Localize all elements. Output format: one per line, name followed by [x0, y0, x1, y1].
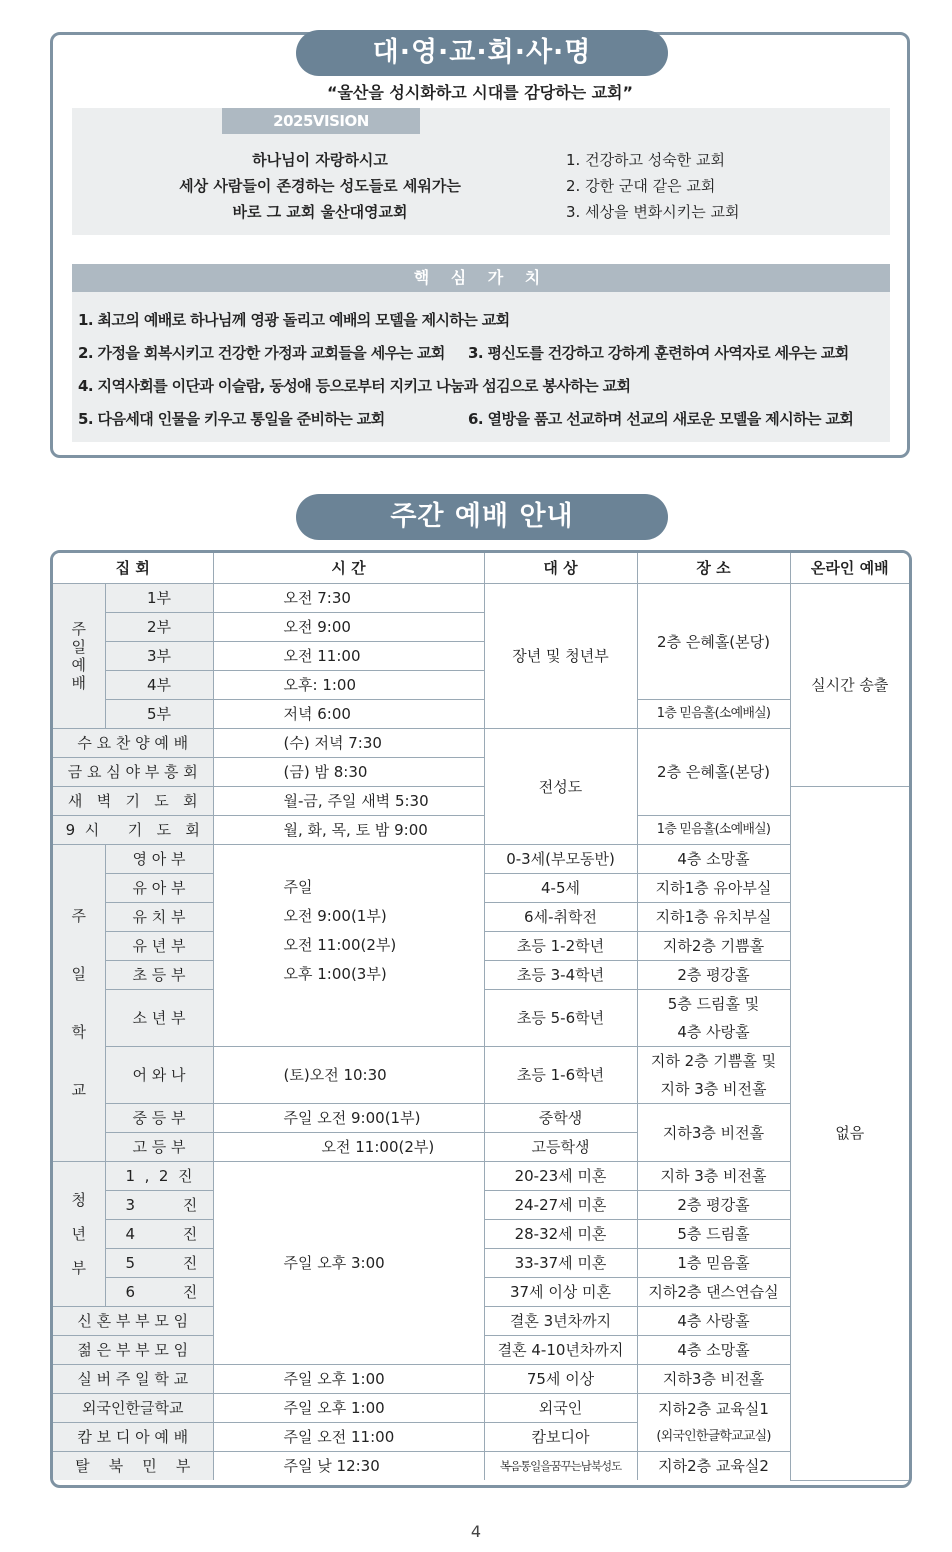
dept-name: 유 치 부 — [105, 903, 213, 932]
label-char: 주 — [71, 620, 86, 638]
weekly-worship-title: 주간 예배 안내 — [296, 494, 668, 540]
church-motto: “울산을 성시화하고 시대를 감당하는 교회” — [326, 83, 634, 102]
couples-target: 결혼 4-10년차까지 — [484, 1336, 637, 1365]
midweek-place-9: 1층 믿음홀(소예배실) — [637, 816, 790, 845]
label-char: 학 — [71, 1023, 86, 1041]
place-line: 4층 사랑홀 — [677, 1023, 750, 1041]
other-place: 지하2층 교육실2 — [637, 1452, 790, 1481]
dept-place: 지하2층 기쁨홀 — [637, 932, 790, 961]
midweek-name: 9 시 기 도 회 — [53, 816, 213, 845]
youth-target: 20-23세 미혼 — [484, 1162, 637, 1191]
vision-goals — [566, 147, 740, 225]
couples-name: 젊 은 부 부 모 임 — [53, 1336, 213, 1365]
core-value-5: 5. 다음세대 인물을 키우고 통일을 준비하는 교회 — [78, 410, 385, 428]
other-time: 주일 오후 1:00 — [213, 1365, 484, 1394]
label-char: 청 — [71, 1191, 86, 1209]
dept-target: 초등 1-6학년 — [484, 1047, 637, 1104]
midweek-time: (금) 밤 8:30 — [213, 758, 484, 787]
youth-target: 37세 이상 미혼 — [484, 1278, 637, 1307]
youth-group: 5 진 — [105, 1249, 213, 1278]
dept-target: 6세-취학전 — [484, 903, 637, 932]
other-target: 외국인 — [484, 1394, 637, 1423]
midweek-time: 월-금, 주일 새벽 5:30 — [213, 787, 484, 816]
couples-place: 4층 사랑홀 — [637, 1307, 790, 1336]
core-value-1: 1. 최고의 예배로 하나님께 영광 돌리고 예배의 모델을 제시하는 교회 — [78, 311, 510, 329]
label-char: 예 — [71, 656, 86, 674]
service-time: 오전 11:00 — [213, 642, 484, 671]
other-target: 캄보디아 — [484, 1423, 637, 1452]
sunday-target: 장년 및 청년부 — [484, 584, 637, 729]
other-target: 75세 이상 — [484, 1365, 637, 1394]
service-time: 오후: 1:00 — [213, 671, 484, 700]
youth-place: 지하 3층 비전홀 — [637, 1162, 790, 1191]
midweek-time: 월, 화, 목, 토 밤 9:00 — [213, 816, 484, 845]
table-row — [53, 584, 909, 613]
midweek-target: 전성도 — [484, 729, 637, 845]
dept-name: 영 아 부 — [105, 845, 213, 874]
service-name: 4부 — [105, 671, 213, 700]
service-time: 오전 9:00 — [213, 613, 484, 642]
service-name: 3부 — [105, 642, 213, 671]
header-gathering: 집 회 — [53, 553, 213, 584]
other-time: 주일 오후 1:00 — [213, 1394, 484, 1423]
vision-statement-line: 세상 사람들이 존경하는 성도들로 세워가는 — [179, 177, 461, 195]
teens-time: 오전 11:00(2부) — [213, 1133, 484, 1162]
service-name: 5부 — [105, 700, 213, 729]
school-time-line: 오후 1:00(3부) — [283, 965, 387, 983]
other-place: 지하3층 비전홀 — [637, 1365, 790, 1394]
couples-place: 4층 소망홀 — [637, 1336, 790, 1365]
dept-target: 초등 5-6학년 — [484, 990, 637, 1047]
table-row — [53, 729, 909, 758]
header-time: 시 간 — [213, 553, 484, 584]
midweek-time: (수) 저녁 7:30 — [213, 729, 484, 758]
couples-target: 결혼 3년차까지 — [484, 1307, 637, 1336]
core-value-3: 3. 평신도를 건강하고 강하게 훈련하여 사역자로 세우는 교회 — [468, 344, 849, 362]
teens-time: 주일 오전 9:00(1부) — [213, 1104, 484, 1133]
dept-name: 중 등 부 — [105, 1104, 213, 1133]
dept-target: 고등학생 — [484, 1133, 637, 1162]
youth-group: 3 진 — [105, 1191, 213, 1220]
dept-name: 유 년 부 — [105, 932, 213, 961]
dept-name: 어 와 나 — [105, 1047, 213, 1104]
couples-name: 신 혼 부 부 모 임 — [53, 1307, 213, 1336]
youth-target: 24-27세 미혼 — [484, 1191, 637, 1220]
vision-tag: 2025VISION — [222, 108, 420, 134]
table-row — [53, 1452, 909, 1481]
youth-target: 33-37세 미혼 — [484, 1249, 637, 1278]
label-char: 교 — [71, 1081, 86, 1099]
dept-target: 초등 3-4학년 — [484, 961, 637, 990]
worship-schedule — [50, 550, 912, 1488]
vision-statement-line: 하나님이 자랑하시고 — [252, 151, 388, 169]
place-line: 지하 3층 비전홀 — [660, 1080, 767, 1098]
youth-label — [53, 1162, 105, 1307]
place-line: 5층 드림홀 및 — [667, 995, 760, 1013]
service-name: 1부 — [105, 584, 213, 613]
sunday-place-5: 1층 믿음홀(소예배실) — [637, 700, 790, 729]
youth-place: 지하2층 댄스연습실 — [637, 1278, 790, 1307]
dept-target: 0-3세(부모동반) — [484, 845, 637, 874]
awana-time: (토)오전 10:30 — [213, 1047, 484, 1104]
other-name: 외국인한글학교 — [53, 1394, 213, 1423]
dept-place: 4층 소망홀 — [637, 845, 790, 874]
dept-name: 유 아 부 — [105, 874, 213, 903]
core-value-6: 6. 열방을 품고 선교하며 선교의 새로운 모델을 제시하는 교회 — [468, 410, 854, 428]
dept-target: 중학생 — [484, 1104, 637, 1133]
other-time: 주일 오전 11:00 — [213, 1423, 484, 1452]
label-char: 일 — [71, 638, 86, 656]
youth-group: 1 , 2 진 — [105, 1162, 213, 1191]
other-time: 주일 낮 12:30 — [213, 1452, 484, 1481]
midweek-place: 2층 은혜홀(본당) — [637, 729, 790, 816]
youth-target: 28-32세 미혼 — [484, 1220, 637, 1249]
youth-group: 6 진 — [105, 1278, 213, 1307]
vision-statement — [140, 147, 500, 225]
label-char: 배 — [71, 674, 86, 692]
place-line: 지하2층 교육실1 — [658, 1399, 769, 1418]
youth-place: 5층 드림홀 — [637, 1220, 790, 1249]
label-char: 년 — [71, 1225, 86, 1243]
service-time: 저녁 6:00 — [213, 700, 484, 729]
service-time: 오전 7:30 — [213, 584, 484, 613]
online-live: 실시간 송출 — [790, 584, 909, 787]
table-row — [53, 845, 909, 874]
dept-place — [637, 1047, 790, 1104]
school-time-line: 오전 11:00(2부) — [283, 936, 397, 954]
online-none: 없음 — [790, 787, 909, 1481]
school-time-line: 오전 9:00(1부) — [283, 907, 387, 925]
sunday-school-label — [53, 845, 105, 1162]
midweek-name: 수 요 찬 양 예 배 — [53, 729, 213, 758]
table-row — [53, 1162, 909, 1191]
label-char: 일 — [71, 965, 86, 983]
foreign-place — [637, 1394, 790, 1452]
label-char: 부 — [71, 1259, 86, 1277]
midweek-name: 새 벽 기 도 회 — [53, 787, 213, 816]
page-number: 4 — [470, 1522, 482, 1541]
label-char: 주 — [71, 907, 86, 925]
dept-place — [637, 990, 790, 1047]
vision-goal: 1. 건강하고 성숙한 교회 — [566, 151, 726, 169]
table-header-row — [53, 553, 909, 584]
table-row — [53, 1394, 909, 1423]
dept-name: 초 등 부 — [105, 961, 213, 990]
dept-name: 고 등 부 — [105, 1133, 213, 1162]
other-target: 복음통일을꿈꾸는남북성도 — [484, 1452, 637, 1481]
vision-goal: 2. 강한 군대 같은 교회 — [566, 177, 716, 195]
table-row — [53, 1104, 909, 1133]
youth-group: 4 진 — [105, 1220, 213, 1249]
header-place: 장 소 — [637, 553, 790, 584]
other-name: 탈 북 민 부 — [53, 1452, 213, 1481]
place-line: 지하 2층 기쁨홀 및 — [650, 1052, 777, 1070]
dept-place: 지하1층 유아부실 — [637, 874, 790, 903]
youth-place: 2층 평강홀 — [637, 1191, 790, 1220]
sunday-place: 2층 은혜홀(본당) — [637, 584, 790, 700]
midweek-name: 금 요 심 야 부 흥 회 — [53, 758, 213, 787]
table-row — [53, 700, 909, 729]
vision-statement-line: 바로 그 교회 울산대영교회 — [232, 203, 408, 221]
place-line: (외국인한글학교교실) — [656, 1428, 771, 1444]
church-mission-title: 대·영·교·회·사·명 — [296, 30, 668, 76]
youth-place: 1층 믿음홀 — [637, 1249, 790, 1278]
dept-place: 2층 평강홀 — [637, 961, 790, 990]
teens-place: 지하3층 비전홀 — [637, 1104, 790, 1162]
dept-target: 4-5세 — [484, 874, 637, 903]
school-time-line: 주일 — [283, 878, 313, 896]
school-time — [213, 845, 484, 1047]
youth-time: 주일 오후 3:00 — [213, 1162, 484, 1365]
core-value-2: 2. 가정을 회복시키고 건강한 가정과 교회들을 세우는 교회 — [78, 344, 445, 362]
core-values-title: 핵 심 가 치 — [72, 264, 890, 292]
core-value-4: 4. 지역사회를 이단과 이슬람, 동성애 등으로부터 지키고 나눔과 섬김으로 봉사하는 교회 — [78, 377, 631, 395]
vision-goal: 3. 세상을 변화시키는 교회 — [566, 203, 740, 221]
sunday-worship-label — [53, 584, 105, 729]
header-target: 대 상 — [484, 553, 637, 584]
dept-target: 초등 1-2학년 — [484, 932, 637, 961]
header-online: 온라인 예배 — [790, 553, 909, 584]
worship-table — [53, 553, 909, 1481]
other-name: 실 버 주 일 학 교 — [53, 1365, 213, 1394]
dept-place: 지하1층 유치부실 — [637, 903, 790, 932]
service-name: 2부 — [105, 613, 213, 642]
dept-name: 소 년 부 — [105, 990, 213, 1047]
table-row — [53, 816, 909, 845]
other-name: 캄 보 디 아 예 배 — [53, 1423, 213, 1452]
table-row — [53, 1365, 909, 1394]
